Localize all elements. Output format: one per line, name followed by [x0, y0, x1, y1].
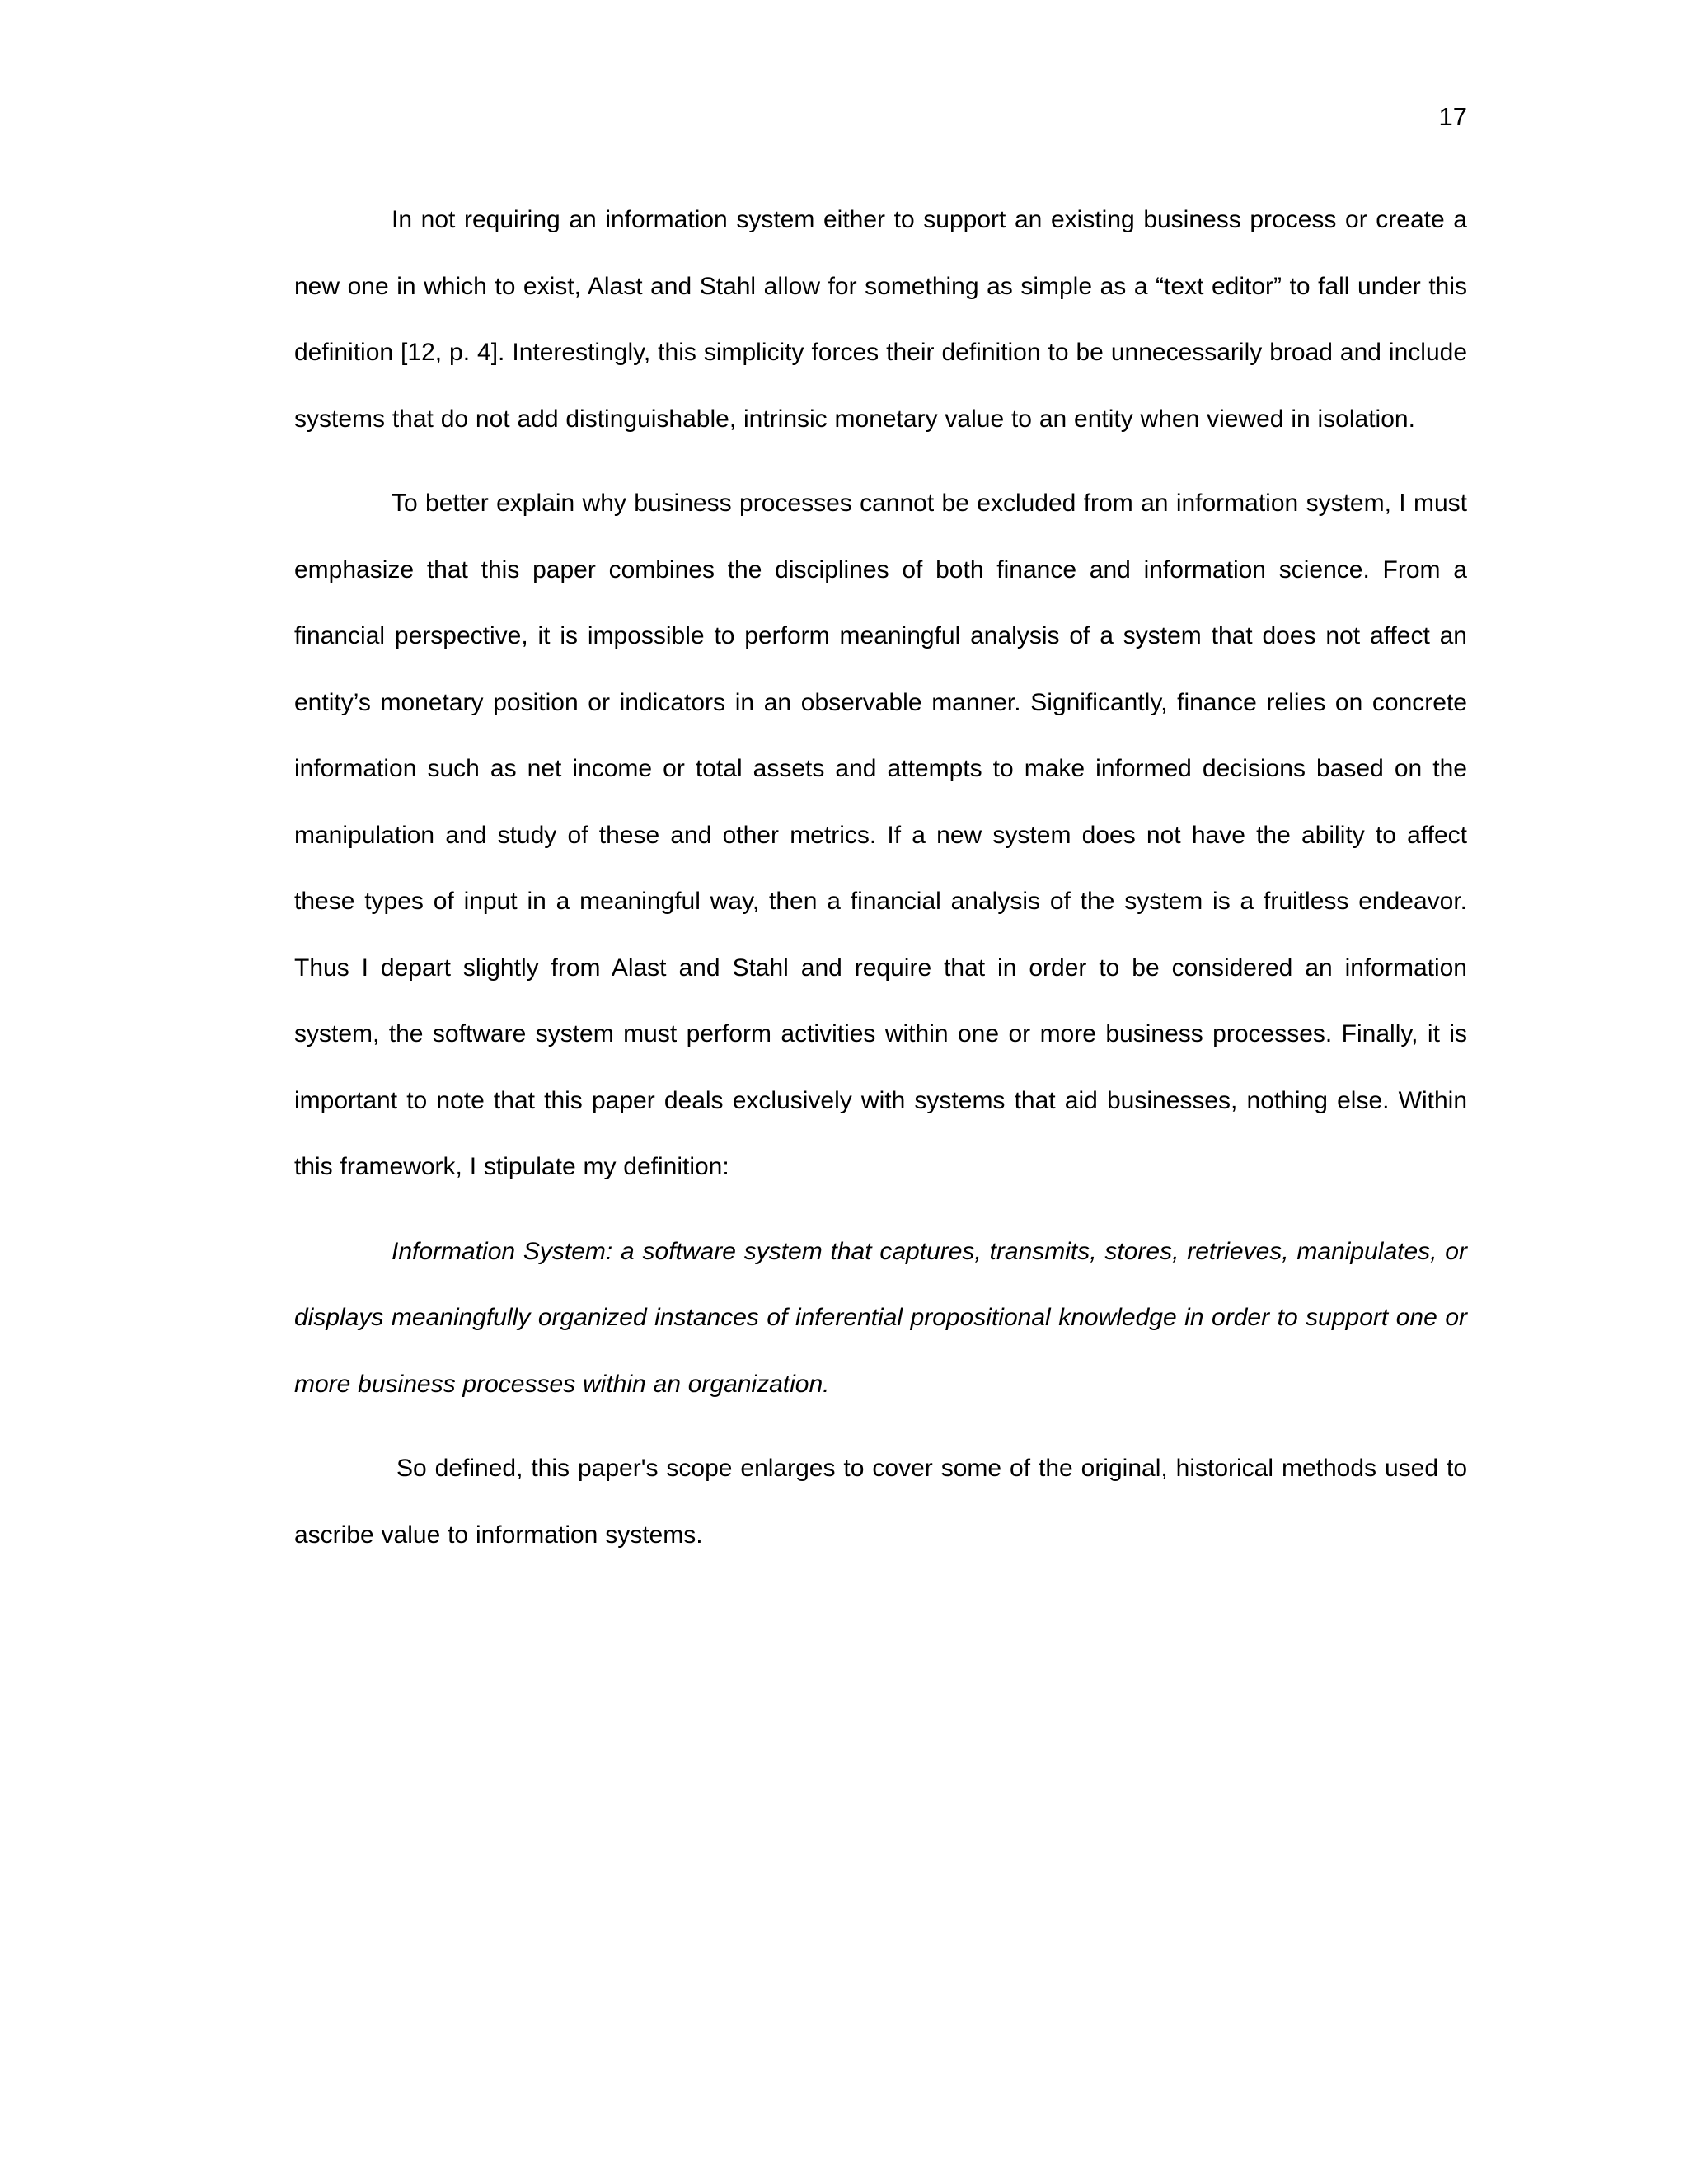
paragraph-2: To better explain why business processes cannot be excluded from an information system, I must emphasize that this paper combines the disciplines of both finance and information science. From a financial perspective, it is impossible to perform meaningful analysis of a system that does not affect an entity’s monetary position or indicators in an observable manner. Significantly, finance relies on concrete information such as net income or total assets and attempts to make informed decisions based on the manipulation and study of these and other metrics. If a new system does not have the ability to affect these types of input in a meaningful way, then a financial analysis of the system is a fruitless endeavor. Thus I depart slightly from Alast and Stahl and require that in order to be considered an information system, the software system must perform activities within one or more business processes. Finally, it is important to note that this paper deals exclusively with systems that aid businesses, nothing else. Within this framework, I stipulate my definition:	[294, 490, 1467, 1180]
paragraph-1: In not requiring an information system either to support an existing business process or create a new one in which to exist, Alast and Stahl allow for something as simple as a “text editor” to fall under this definition [12, p. 4]. Interestingly, this simplicity forces their definition to be unnecessarily broad and include systems that do not add distinguishable, intrinsic monetary value to an entity when viewed in isolation.	[294, 206, 1467, 433]
paragraph-4: So defined, this paper's scope enlarges to cover some of the original, historical methods used to ascribe value to information systems.	[294, 1455, 1467, 1549]
definition-paragraph: Information System: a software system that captures, transmits, stores, retrieves, manipulates, or displays meaningfully organized instances of inferential propositional knowledge in order to support one or more business processes within an organization.	[294, 1237, 1467, 1398]
page-number: 17	[1438, 102, 1467, 131]
document-body	[294, 187, 1467, 1586]
